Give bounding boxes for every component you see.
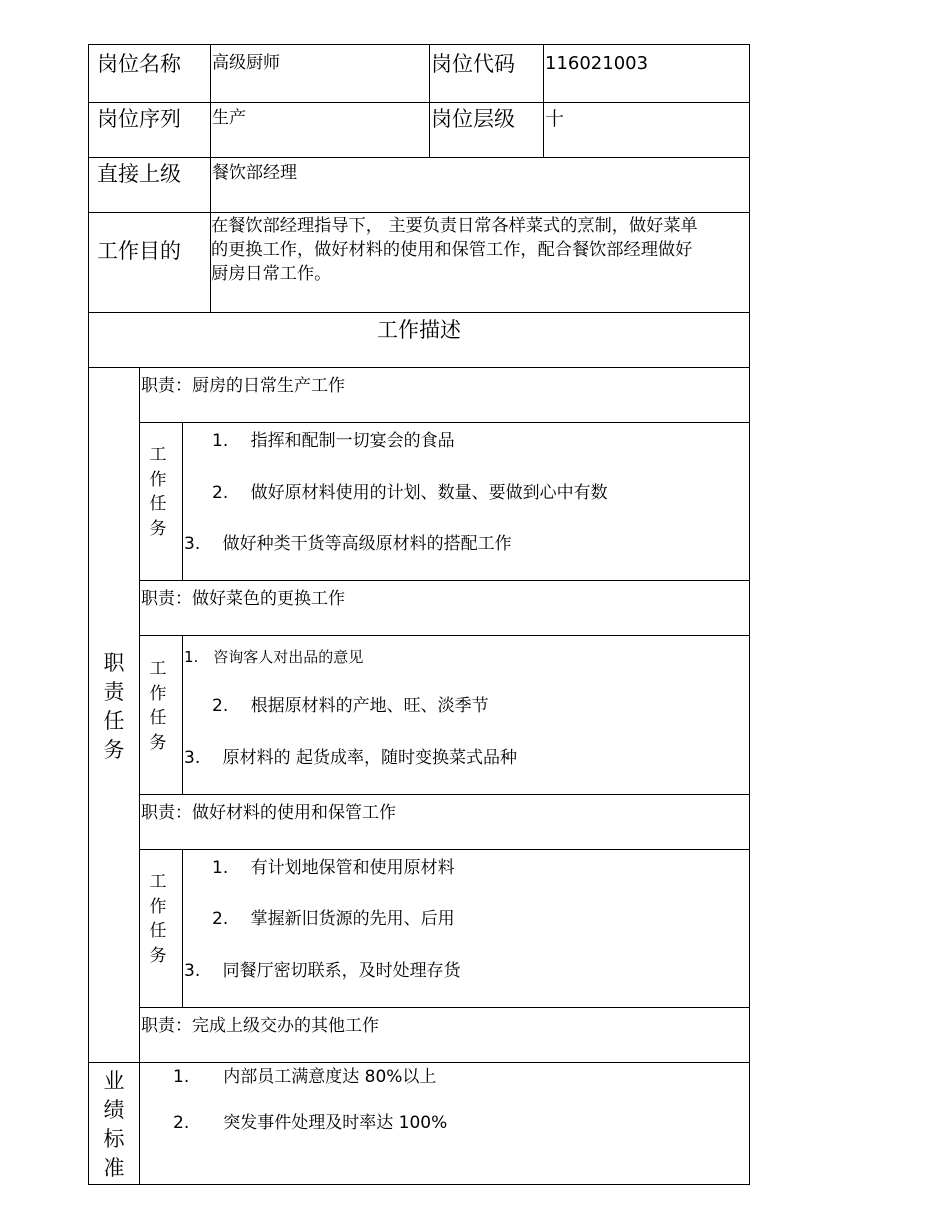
- duty-title: 职责：做好材料的使用和保管工作: [141, 803, 396, 823]
- purpose-label: 工作目的: [97, 239, 181, 263]
- level-value: 十: [545, 108, 565, 130]
- section-title: 工作描述: [377, 318, 461, 342]
- task-item: 1. 有计划地保管和使用原材料: [212, 858, 455, 878]
- row-divider: [140, 635, 749, 636]
- task-side-label: 工 作 任 务: [149, 445, 167, 539]
- col-divider: [182, 422, 183, 580]
- task-item: 1. 咨询客人对出品的意见: [184, 648, 364, 666]
- col-divider: [182, 849, 183, 1007]
- col-divider: [429, 45, 430, 157]
- task-item: 1. 指挥和配制一切宴会的食品: [212, 431, 455, 451]
- sequence-label: 岗位序列: [97, 107, 181, 131]
- position-code-label: 岗位代码: [431, 52, 515, 76]
- purpose-line: 在餐饮部经理指导下， 主要负责日常各样菜式的烹制，做好菜单: [211, 216, 698, 236]
- position-name-value: 高级厨师: [212, 53, 280, 73]
- task-item: 3. 同餐厅密切联系，及时处理存货: [184, 961, 461, 981]
- duty-title: 职责：厨房的日常生产工作: [141, 376, 345, 396]
- duty-title: 职责：完成上级交办的其他工作: [141, 1016, 379, 1036]
- performance-side-label: 业 绩 标 准: [103, 1069, 125, 1180]
- performance-item: 1. 内部员工满意度达 80%以上: [173, 1067, 437, 1087]
- purpose-line: 的更换工作，做好材料的使用和保管工作，配合餐饮部经理做好: [211, 240, 693, 260]
- performance-item: 2. 突发事件处理及时率达 100%: [173, 1113, 448, 1133]
- row-divider: [140, 580, 749, 581]
- row-divider: [89, 157, 749, 158]
- row-divider: [89, 1062, 749, 1063]
- level-label: 岗位层级: [431, 107, 515, 131]
- position-code-value: 116021003: [545, 53, 649, 74]
- task-item: 3. 原材料的 起货成率，随时变换菜式品种: [184, 748, 518, 768]
- duties-side-label: 职 责 任 务: [103, 651, 125, 762]
- task-item: 2. 做好原材料使用的计划、数量、要做到心中有数: [212, 483, 608, 503]
- sequence-value: 生产: [212, 108, 246, 128]
- supervisor-value: 餐饮部经理: [212, 163, 297, 183]
- row-divider: [140, 422, 749, 423]
- task-item: 2. 根据原材料的产地、旺、淡季节: [212, 696, 489, 716]
- col-divider: [182, 635, 183, 794]
- task-side-label: 工 作 任 务: [149, 659, 167, 753]
- supervisor-label: 直接上级: [97, 162, 181, 186]
- duty-title: 职责：做好菜色的更换工作: [141, 589, 345, 609]
- row-divider: [89, 312, 749, 313]
- row-divider: [89, 367, 749, 368]
- row-divider: [140, 1007, 749, 1008]
- row-divider: [140, 794, 749, 795]
- col-divider: [543, 45, 544, 157]
- row-divider: [89, 212, 749, 213]
- task-item: 3. 做好种类干货等高级原材料的搭配工作: [184, 534, 512, 554]
- row-divider: [89, 102, 749, 103]
- row-divider: [140, 849, 749, 850]
- task-item: 2. 掌握新旧货源的先用、后用: [212, 909, 455, 929]
- job-description-table: [88, 44, 750, 1185]
- purpose-line: 厨房日常工作。: [211, 264, 332, 284]
- position-name-label: 岗位名称: [97, 52, 181, 76]
- col-divider: [139, 367, 140, 1185]
- task-side-label: 工 作 任 务: [149, 872, 167, 966]
